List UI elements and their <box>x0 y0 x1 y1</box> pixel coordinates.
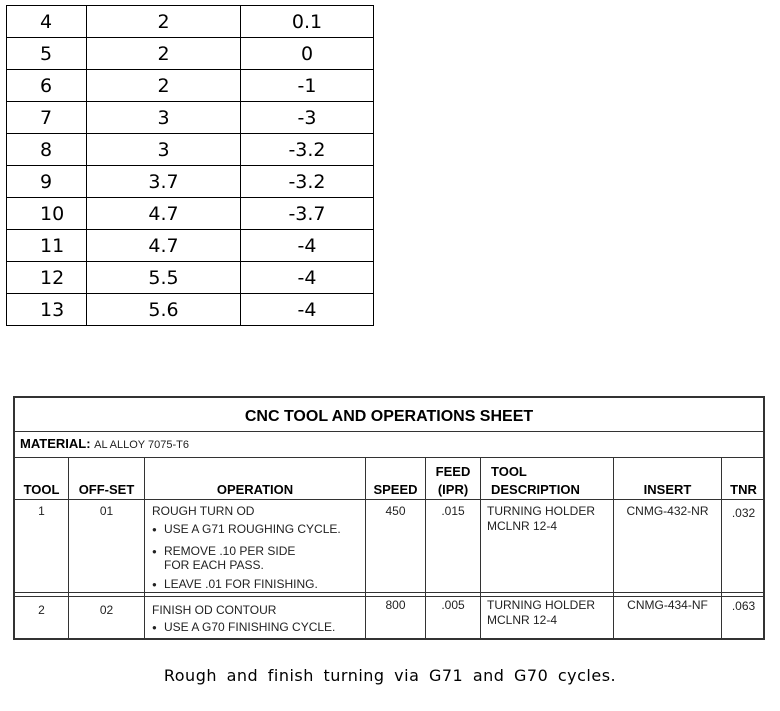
material-value: AL ALLOY 7075-T6 <box>94 439 189 451</box>
table-row <box>7 198 374 230</box>
point-number-cell: 11 <box>7 230 87 262</box>
cnc-operations-sheet <box>13 396 765 640</box>
x-value-cell: 2 <box>87 38 241 70</box>
point-number-cell: 12 <box>7 262 87 294</box>
header-tnr: TNR <box>730 482 757 497</box>
row1-operation-step-continued: FOR EACH PASS. <box>164 558 264 572</box>
row1-operation-title: ROUGH TURN OD <box>152 504 255 518</box>
row2-desc-line1: TURNING HOLDER <box>487 598 596 612</box>
material-row <box>20 436 189 451</box>
point-number-cell: 10 <box>7 198 87 230</box>
coordinate-table <box>6 5 374 326</box>
table-row <box>7 6 374 38</box>
z-value-cell: -3.2 <box>241 166 374 198</box>
table-row <box>7 166 374 198</box>
row1-speed: 450 <box>385 504 406 518</box>
x-value-cell: 2 <box>87 70 241 102</box>
row1-operation-step: ● REMOVE .10 PER SIDE <box>152 544 341 558</box>
x-value-cell: 5.6 <box>87 294 241 326</box>
row2-speed: 800 <box>385 598 406 612</box>
point-number-cell: 9 <box>7 166 87 198</box>
row2-feed: .005 <box>441 598 465 612</box>
figure-caption: Rough and finish turning via G71 and G70 cycles. <box>163 666 617 685</box>
divider <box>15 596 763 597</box>
row1-operation-step: ● USE A G71 ROUGHING CYCLE. <box>152 522 341 536</box>
z-value-cell: -4 <box>241 262 374 294</box>
material-label: MATERIAL: <box>20 436 91 451</box>
table-row <box>7 230 374 262</box>
x-value-cell: 4.7 <box>87 230 241 262</box>
header-tool: TOOL <box>23 482 60 497</box>
header-desc-line2: DESCRIPTION <box>491 482 580 497</box>
row2-insert: CNMG-434-NF <box>627 598 708 612</box>
coordinate-table-body <box>7 6 374 326</box>
point-number-cell: 6 <box>7 70 87 102</box>
header-feed-line1: FEED <box>435 464 471 479</box>
row1-tnr: .032 <box>731 506 756 520</box>
header-feed-line2: (IPR) <box>437 482 469 497</box>
point-number-cell: 5 <box>7 38 87 70</box>
x-value-cell: 2 <box>87 6 241 38</box>
row1-tool: 1 <box>38 504 45 518</box>
z-value-cell: -1 <box>241 70 374 102</box>
header-offset: OFF-SET <box>78 482 135 497</box>
point-number-cell: 4 <box>7 6 87 38</box>
header-operation: OPERATION <box>216 482 294 497</box>
divider <box>15 592 763 593</box>
z-value-cell: 0 <box>241 38 374 70</box>
z-value-cell: -4 <box>241 230 374 262</box>
x-value-cell: 3 <box>87 134 241 166</box>
point-number-cell: 8 <box>7 134 87 166</box>
table-row <box>7 134 374 166</box>
row2-tool-description <box>487 598 595 627</box>
row2-offset: 02 <box>99 603 114 617</box>
row1-offset: 01 <box>99 504 114 518</box>
header-insert: INSERT <box>643 482 692 497</box>
row1-feed: .015 <box>441 504 465 518</box>
row2-tool: 2 <box>38 603 45 617</box>
row1-tool-description <box>487 504 595 533</box>
header-tool-description <box>491 464 580 498</box>
point-number-cell: 13 <box>7 294 87 326</box>
divider <box>15 457 763 458</box>
row1-desc-line1: TURNING HOLDER <box>487 504 596 518</box>
table-row <box>7 294 374 326</box>
row1-insert: CNMG-432-NR <box>626 504 709 518</box>
row1-operation <box>152 504 341 591</box>
divider <box>15 431 763 432</box>
z-value-cell: -3 <box>241 102 374 134</box>
row2-operation <box>152 603 335 634</box>
header-feed <box>426 464 480 498</box>
sheet-title: CNC TOOL AND OPERATIONS SHEET <box>244 408 534 425</box>
row2-operation-title: FINISH OD CONTOUR <box>152 603 277 617</box>
x-value-cell: 4.7 <box>87 198 241 230</box>
header-speed: SPEED <box>373 482 418 497</box>
z-value-cell: -3.2 <box>241 134 374 166</box>
x-value-cell: 3.7 <box>87 166 241 198</box>
z-value-cell: 0.1 <box>241 6 374 38</box>
table-row <box>7 70 374 102</box>
point-number-cell: 7 <box>7 102 87 134</box>
x-value-cell: 3 <box>87 102 241 134</box>
row2-tnr: .063 <box>731 599 756 613</box>
table-row <box>7 38 374 70</box>
z-value-cell: -4 <box>241 294 374 326</box>
table-row <box>7 102 374 134</box>
row1-desc-line2: MCLNR 12-4 <box>487 519 558 533</box>
x-value-cell: 5.5 <box>87 262 241 294</box>
row2-desc-line2: MCLNR 12-4 <box>487 613 558 627</box>
header-desc-line1: TOOL <box>491 464 527 479</box>
column-divider <box>480 457 481 638</box>
row1-operation-step: ● LEAVE .01 FOR FINISHING. <box>152 577 341 591</box>
table-row <box>7 262 374 294</box>
z-value-cell: -3.7 <box>241 198 374 230</box>
row2-operation-step: ● USE A G70 FINISHING CYCLE. <box>152 620 335 634</box>
divider <box>15 499 763 500</box>
